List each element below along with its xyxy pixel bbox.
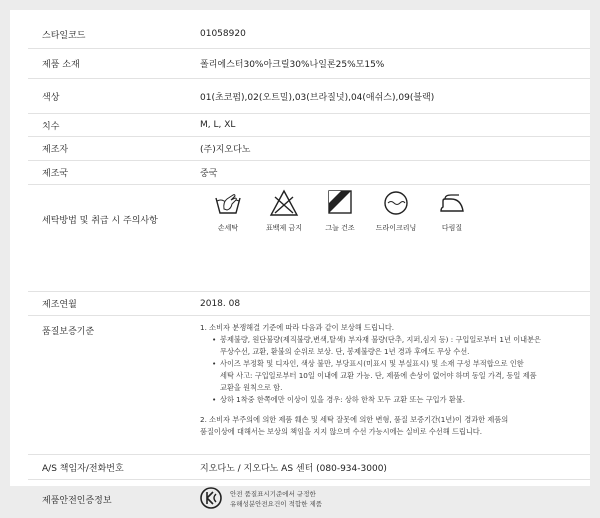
row-color	[28, 79, 590, 114]
row-country	[28, 161, 590, 185]
style-code-label: 스타일코드	[28, 20, 200, 49]
as-value: 지오다노 / 지오다노 AS 센터 (080-934-3000)	[200, 455, 590, 480]
care-item-iron	[424, 189, 480, 233]
row-quality	[28, 316, 590, 455]
quality-b1a: 봉제불량, 원단불량(제직불량,변색,탈색) 부자재 불량(단추, 지퍼,심지 등) : 구입일로부터 1년 이내분은	[220, 334, 541, 346]
no-bleach-icon	[269, 189, 299, 217]
color-label: 색상	[28, 79, 200, 114]
row-as	[28, 455, 590, 480]
quality-b1b: 무상수선, 교환, 환불의 순위로 보상. 단, 봉제불량은 1년 경과 후에도 무상 수선.	[220, 346, 469, 358]
quality-p2b: 품질이상에 대해서는 보상의 책임을 지지 않으며 수선 가능시에는 실비로 수선해 드립니다.	[200, 426, 590, 438]
care-shade-dry-label: 그늘 건조	[325, 223, 354, 233]
hand-wash-icon	[213, 189, 243, 217]
row-care	[28, 185, 590, 292]
row-date	[28, 292, 590, 316]
maker-value: (주)지오다노	[200, 137, 590, 161]
quality-p2a: 2. 소비자 부주의에 의한 제품 훼손 및 세탁 잘못에 의한 변형, 품질 보증기간(1년)이 경과한 제품의	[200, 414, 590, 426]
shade-dry-icon	[325, 189, 355, 217]
care-item-hand-wash	[200, 189, 256, 233]
care-item-no-bleach	[256, 189, 312, 233]
care-iron-label: 다림질	[442, 223, 462, 233]
row-size	[28, 114, 590, 137]
quality-b2c: 교환을 원칙으로 함.	[220, 382, 282, 394]
quality-text: 1. 소비자 분쟁해결 기준에 따라 다음과 같이 보상해 드립니다. • 봉제불량, 원단불량(제직불량,변색,탈색) 부자재 불량(단추, 지퍼,심지 등) : 구입일로부터 1년 이내분은 무상수선, 교환, 환불의 순위로 보상. 단, 봉제불량은 1년 경과 후에도 무상 수선. • 사이즈 부정확 및 디자인, 색상 불만, 부당표시(미표시 및 부실표시) 및 소재 구성 부적합으로 인한 세탁 사고: 구입일로부터 10일 이내에 교환 가능. 단, 제품에 손상이 없어야 하며 동일 가격, 동일 제품 교환을 원칙으로 함. • 상하 1착중 한쪽에만 이상이 있을 경우: 상하 한착 모두 교환 또는 구입가 환불. 2. 소비자 부주의에 의한 제품 훼손 및 세탁 잘못에 의한 변형, 품질 보증기간(1년)이 경과한 제품의 품질이상에 대해서는 보상의 책임을 지지 않으며 수선 가능시에는 실비로 수선해 드립니다.	[200, 316, 590, 455]
care-icons	[200, 185, 590, 292]
care-item-dry-clean	[368, 189, 424, 233]
iron-icon	[437, 189, 467, 217]
product-info-sheet	[10, 10, 590, 486]
safety-line2: 유해성분안전요건이 적합한 제품	[230, 499, 322, 509]
country-label: 제조국	[28, 161, 200, 185]
safety-line1: 안전 품질표시기준에서 규정한	[230, 489, 322, 499]
material-label: 제품 소재	[28, 49, 200, 79]
quality-p1: 1. 소비자 분쟁해결 기준에 따라 다음과 같이 보상해 드립니다.	[200, 322, 590, 334]
row-material	[28, 49, 590, 79]
quality-label: 품질보증기준	[28, 316, 200, 455]
care-label: 세탁방법 및 취급 시 주의사항	[28, 185, 200, 292]
size-value: M, L, XL	[200, 114, 590, 137]
date-label: 제조연월	[28, 292, 200, 316]
style-code-value: 01058920	[200, 20, 590, 49]
country-value: 중국	[200, 161, 590, 185]
size-label: 치수	[28, 114, 200, 137]
kc-mark-icon	[200, 487, 222, 511]
care-no-bleach-label: 표백제 금지	[266, 223, 302, 233]
product-info-table	[28, 20, 590, 518]
maker-label: 제조자	[28, 137, 200, 161]
as-label: A/S 책임자/전화번호	[28, 455, 200, 480]
quality-b2a: 사이즈 부정확 및 디자인, 색상 불만, 부당표시(미표시 및 부실표시) 및 소재 구성 부적합으로 인한	[220, 358, 524, 370]
material-value: 폴리에스터30%아크릴30%나일론25%모15%	[200, 49, 590, 79]
row-maker	[28, 137, 590, 161]
color-value: 01(초코펌),02(오트밀),03(브라질넛),04(애쉬스),09(블랙)	[200, 79, 590, 114]
care-hand-wash-label: 손세탁	[218, 223, 238, 233]
quality-b3: 상하 1착중 한쪽에만 이상이 있을 경우: 상하 한착 모두 교환 또는 구입가 환불.	[220, 394, 465, 406]
row-style-code	[28, 20, 590, 49]
safety-label: 제품안전인증정보	[28, 480, 200, 518]
row-safety	[28, 480, 590, 518]
quality-b2b: 세탁 사고: 구입일로부터 10일 이내에 교환 가능. 단, 제품에 손상이 없어야 하며 동일 가격, 동일 제품	[220, 370, 537, 382]
date-value: 2018. 08	[200, 292, 590, 316]
dry-clean-icon	[381, 189, 411, 217]
care-item-shade-dry	[312, 189, 368, 233]
care-dry-clean-label: 드라이크리닝	[376, 223, 417, 233]
